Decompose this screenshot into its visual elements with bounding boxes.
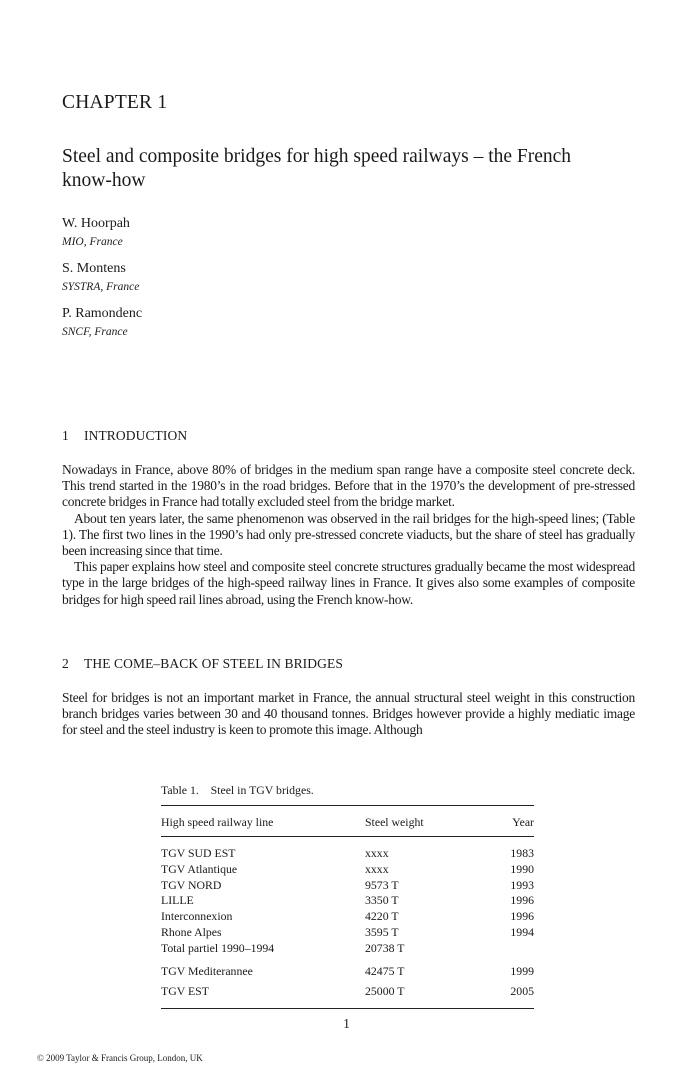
table-cell: 25000 T	[365, 983, 405, 998]
table-body	[161, 837, 534, 959]
table-cell: TGV Atlantique	[161, 861, 238, 876]
section-heading	[62, 656, 343, 672]
table-row	[161, 963, 534, 979]
table-rule	[161, 1008, 534, 1009]
table-cell	[480, 941, 534, 957]
column-header: Year	[512, 815, 534, 829]
table-row	[161, 846, 534, 862]
column-header: High speed railway line	[161, 815, 274, 829]
table-cell: 4220 T	[365, 909, 399, 924]
author-affiliation: MIO, France	[62, 236, 123, 248]
paragraph: Steel for bridges is not an important market in France, the annual structural steel weight in this construction branch bridges varies between 30 and 40 thousand tonnes. Bridges however provide a highly mediatic image for steel and the steel industry is keen to promote this image. Although	[62, 690, 635, 738]
author-name: W. Hoorpah	[62, 216, 130, 231]
table-cell: 1994	[510, 924, 534, 939]
section-body	[62, 462, 635, 608]
column-header: Steel weight	[365, 815, 424, 829]
steel-table	[161, 783, 534, 1009]
author-affiliation: SYSTRA, France	[62, 281, 140, 293]
table-cell: Rhone Alpes	[161, 924, 222, 939]
paragraph: This paper explains how steel and composite steel concrete structures gradually became the most widespread type in the large bridges of the high-speed railway lines in France. It gives also some examples of composite bridges for high speed rail lines abroad, using the French know-how.	[62, 559, 635, 607]
author-affiliation: SNCF, France	[62, 326, 128, 338]
table-cell: 42475 T	[365, 963, 405, 978]
table-body	[161, 959, 534, 1008]
table-header-row	[161, 806, 534, 836]
section-body	[62, 690, 635, 739]
table-cell: LILLE	[161, 893, 194, 908]
table-row	[161, 909, 534, 925]
section-number: 2	[62, 656, 69, 671]
table-cell: 3595 T	[365, 924, 399, 939]
paragraph: Nowadays in France, above 80% of bridges in the medium span range have a composite steel concrete deck. This trend started in the 1980’s in the road bridges. Before that in the 1970’s the development of pre-stressed concrete bridges in France had totally excluded steel from the bridge market.	[62, 462, 635, 510]
table-cell: TGV EST	[161, 983, 209, 998]
table-cell: 1996	[510, 893, 534, 908]
table-row	[161, 925, 534, 941]
table-cell: 1993	[510, 877, 534, 892]
section-number: 1	[62, 428, 69, 443]
author-name: S. Montens	[62, 261, 126, 276]
table-cell: xxxx	[365, 846, 389, 860]
table-row	[161, 893, 534, 909]
section-title: INTRODUCTION	[84, 428, 188, 443]
table-cell: TGV Mediterannee	[161, 963, 253, 978]
chapter-title: Steel and composite bridges for high speed railways – the French know-how	[62, 146, 572, 191]
section-title: THE COME–BACK OF STEEL IN BRIDGES	[84, 656, 343, 671]
table-caption: Table 1. Steel in TGV bridges.	[161, 783, 314, 797]
section-heading	[62, 428, 187, 444]
table-row	[161, 878, 534, 894]
table-row	[161, 941, 534, 957]
author-name: P. Ramondenc	[62, 306, 143, 321]
table-cell: TGV SUD EST	[161, 846, 236, 860]
paragraph: About ten years later, the same phenomenon was observed in the rail bridges for the high-speed lines; (Table 1). The first two lines in the 1990’s had only pre-stressed concrete viaducts, but the share of steel has gradually been increasing since that time.	[62, 510, 635, 559]
table-cell: 2005	[510, 983, 534, 998]
table-row	[161, 983, 534, 999]
table-cell: xxxx	[365, 861, 389, 876]
table-cell: 9573 T	[365, 877, 399, 892]
table-cell: 1996	[510, 909, 534, 924]
table-cell: 1983	[510, 846, 534, 860]
table-row	[161, 862, 534, 878]
table-cell: 3350 T	[365, 893, 399, 908]
chapter-label: CHAPTER 1	[62, 92, 168, 113]
table-cell: Interconnexion	[161, 909, 233, 924]
table-cell: 1999	[510, 963, 534, 978]
table-cell: TGV NORD	[161, 877, 222, 892]
page-number: 1	[343, 1016, 350, 1031]
table-cell: Total partiel 1990–1994	[161, 940, 275, 955]
copyright-notice: © 2009 Taylor & Francis Group, London, UK	[37, 1053, 203, 1063]
table-cell: 1990	[510, 861, 534, 876]
table-cell: 20738 T	[365, 940, 405, 955]
